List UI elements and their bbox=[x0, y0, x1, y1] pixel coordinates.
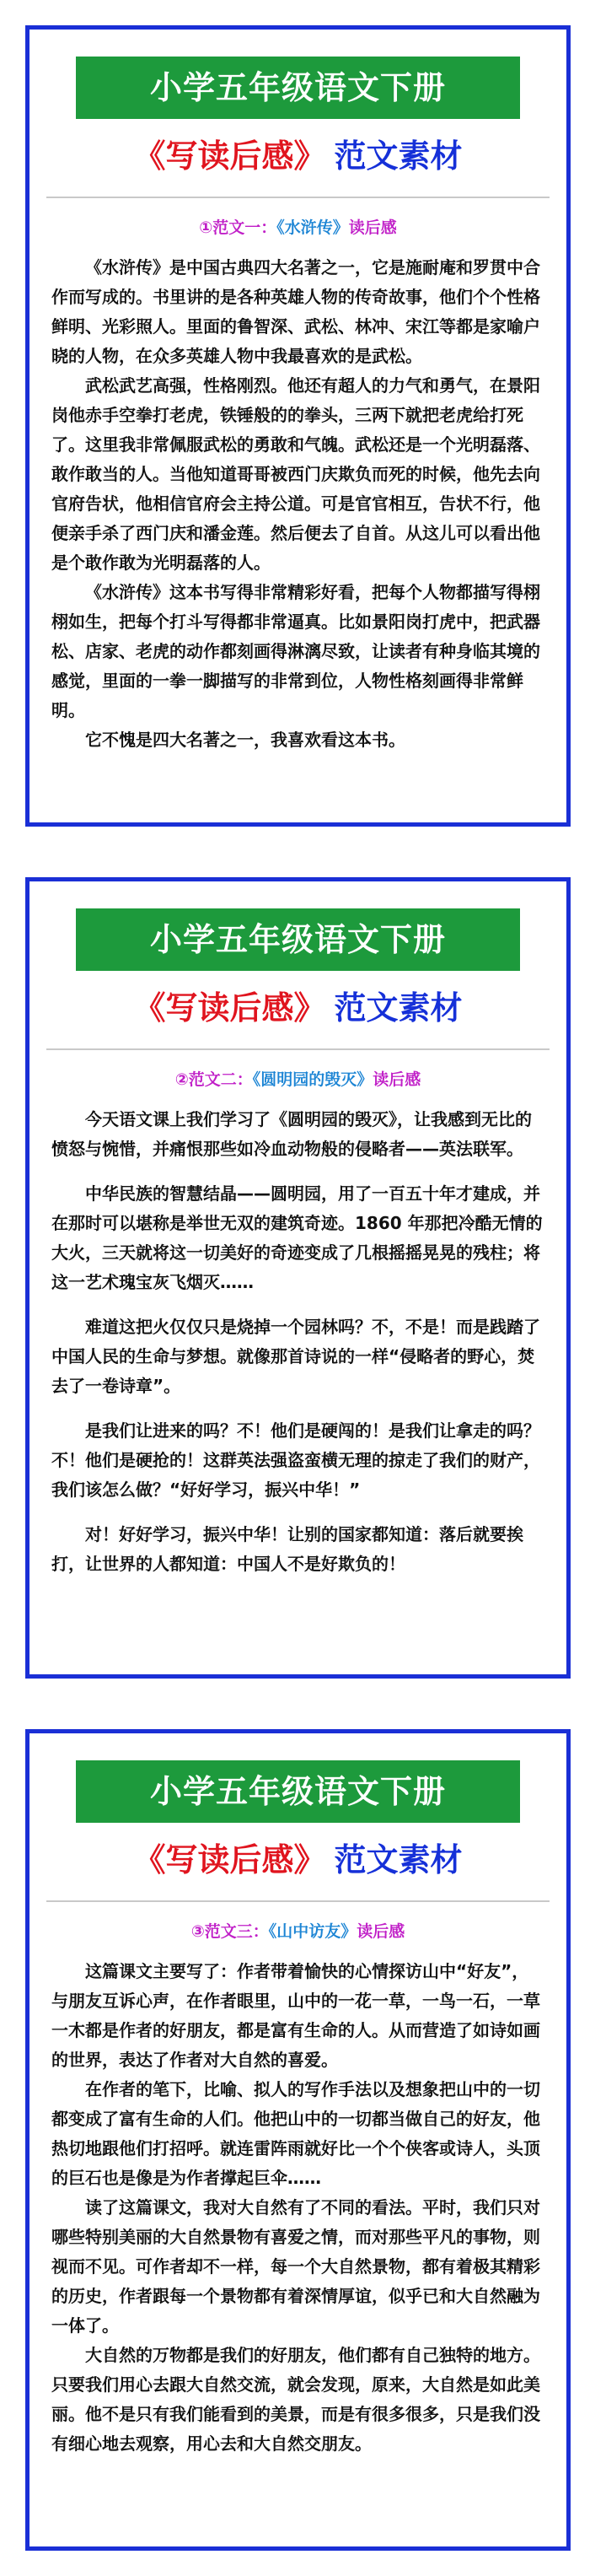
article-card-3 bbox=[25, 1729, 571, 2551]
paragraph: 对！好好学习，振兴中华！让别的国家都知道：落后就要挨打，让世界的人都知道：中国人不是好欺负的！ bbox=[51, 1524, 523, 1574]
essay-number: ②范文二： bbox=[174, 1070, 253, 1089]
banner-title: 小学五年级语文下册 bbox=[76, 908, 520, 971]
subtitle-red: 《写读后感》 bbox=[133, 137, 326, 175]
subtitle bbox=[29, 1838, 566, 1882]
paragraph: 中华民族的智慧结晶——圆明园，用了一百五十年才建成，并在那时可以堪称是举世无双的建筑奇迹。1860 年那把冷酷无情的大火，三天就将这一切美好的奇迹变成了几根摇摇晃晃的残柱；将这一艺术瑰宝灰飞烟灭…… bbox=[51, 1183, 543, 1292]
divider bbox=[46, 1048, 550, 1050]
essay-label-tail: 读后感 bbox=[348, 218, 397, 237]
paragraph: 今天语文课上我们学习了《圆明园的毁灭》，让我感到无比的愤怒与惋惜，并痛恨那些如冷血动物般的侵略者——英法联军。 bbox=[51, 1109, 532, 1159]
essay-number: ①范文一： bbox=[199, 218, 277, 237]
subtitle-blue: 范文素材 bbox=[334, 1841, 463, 1878]
paragraph: 这篇课文主要写了：作者带着愉快的心情探访山中“好友”，与朋友互诉心声，在作者眼里，山中的一花一草，一鸟一石，一草一木都是作者的好朋友，都是富有生命的人。从而营造了如诗如画的世界，表达了作者对大自然的喜爱。 bbox=[51, 1961, 540, 2070]
subtitle bbox=[29, 986, 566, 1030]
essay-body bbox=[29, 1090, 566, 1579]
divider bbox=[46, 1900, 550, 1902]
paragraph: 是我们让进来的吗？不！他们是硬闯的！是我们让拿走的吗？不！他们是硬抢的！这群英法强盗蛮横无理的掠走了我们的财产，我们该怎么做？“好好学习，振兴中华！” bbox=[51, 1420, 540, 1500]
banner-title: 小学五年级语文下册 bbox=[76, 57, 520, 119]
subtitle-blue: 范文素材 bbox=[334, 989, 463, 1027]
essay-body bbox=[29, 238, 566, 755]
essay-book: 《圆明园的毁灭》 bbox=[252, 1070, 373, 1089]
essay-body bbox=[29, 1942, 566, 2459]
paragraph: 它不愧是四大名著之一，我喜欢看这本书。 bbox=[85, 730, 405, 750]
paragraph: 读了这篇课文，我对大自然有了不同的看法。平时，我们只对哪些特别美丽的大自然景物有喜爱之情，而对那些平凡的事物，则视而不见。可作者却不一样，每一个大自然景物，都有着极其精彩的历史，作者跟每一个景物都有着深情厚谊，似乎已和大自然融为一体了。 bbox=[51, 2197, 540, 2336]
subtitle-red: 《写读后感》 bbox=[133, 1841, 326, 1878]
paragraph: 《水浒传》是中国古典四大名著之一，它是施耐庵和罗贯中合作而写成的。书里讲的是各种英雄人物的传奇故事，他们个个性格鲜明、光彩照人。里面的鲁智深、武松、林冲、宋江等都是家喻户晓的人物，在众多英雄人物中我最喜欢的是武松。 bbox=[51, 257, 540, 366]
essay-book: 《山中访友》 bbox=[268, 1922, 357, 1941]
subtitle-blue: 范文素材 bbox=[334, 137, 463, 175]
article-card-2 bbox=[25, 877, 571, 1679]
essay-book: 《水浒传》 bbox=[276, 218, 349, 237]
essay-label bbox=[29, 1067, 566, 1090]
paragraph: 难道这把火仅仅只是烧掉一个园林吗？不，不是！而是践踏了中国人民的生命与梦想。就像那首诗说的一样“侵略者的野心，焚去了一卷诗章”。 bbox=[51, 1317, 540, 1396]
subtitle bbox=[29, 134, 566, 178]
essay-number: ③范文三： bbox=[190, 1922, 269, 1941]
paragraph: 大自然的万物都是我们的好朋友，他们都有自己独特的地方。只要我们用心去跟大自然交流，就会发现，原来，大自然是如此美丽。他不是只有我们能看到的美景，而是有很多很多，只是我们没有细心地去观察，用心去和大自然交朋友。 bbox=[51, 2345, 540, 2454]
paragraph: 在作者的笔下，比喻、拟人的写作手法以及想象把山中的一切都变成了富有生命的人们。他把山中的一切都当做自己的好友，他热切地跟他们打招呼。就连雷阵雨就好比一个个侠客或诗人，头顶的巨石也是像是为作者撑起巨伞…… bbox=[51, 2079, 540, 2188]
banner-title: 小学五年级语文下册 bbox=[76, 1760, 520, 1823]
paragraph: 《水浒传》这本书写得非常精彩好看，把每个人物都描写得栩栩如生，把每个打斗写得都非常逼真。比如景阳岗打虎中，把武器松、店家、老虎的动作都刻画得淋漓尽致，让读者有种身临其境的感觉，里面的一拳一脚描写的非常到位，人物性格刻画得非常鲜明。 bbox=[51, 582, 540, 720]
paragraph: 武松武艺高强，性格刚烈。他还有超人的力气和勇气，在景阳岗他赤手空拳打老虎，铁锤般的的拳头，三两下就把老虎给打死了。这里我非常佩服武松的勇敢和气魄。武松还是一个光明磊落、敢作敢当的人。当他知道哥哥被西门庆欺负而死的时候，他先去向官府告状，他相信官府会主持公道。可是官官相互，告状不行，他便亲手杀了西门庆和潘金莲。然后便去了自首。从这儿可以看出他是个敢作敢为光明磊落的人。 bbox=[51, 375, 540, 573]
divider bbox=[46, 197, 550, 198]
essay-label bbox=[29, 215, 566, 238]
article-card-1 bbox=[25, 25, 571, 827]
subtitle-red: 《写读后感》 bbox=[133, 989, 326, 1027]
essay-label-tail: 读后感 bbox=[373, 1070, 421, 1089]
essay-label bbox=[29, 1919, 566, 1942]
essay-label-tail: 读后感 bbox=[357, 1922, 405, 1941]
